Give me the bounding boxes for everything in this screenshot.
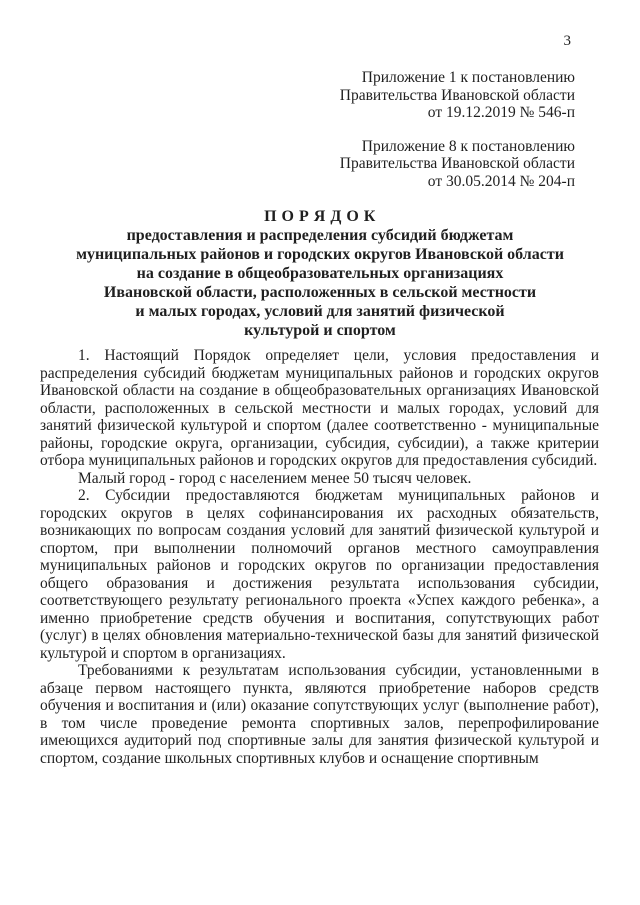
title-subtitle-line-3: на создание в общеобразовательных организациях: [136, 265, 504, 282]
appendix-2-line-2: Правительства Ивановской области: [339, 155, 575, 172]
paragraph-4: Требованиями к результатам использования субсидии, установленными в абзаце первом настоящего пункта, являются приобретение наборов средств обучения и воспитания и (или) оказание сопутствующих услуг (выполнение работ), в том числе проведение ремонта спортивных залов, перепрофилирование имеющихся аудиторий под спортивные залы для занятия физической культурой и спортом, создание школьных спортивных клубов и оснащение спортивным: [40, 662, 599, 767]
appendix-block-1: [0, 69, 640, 122]
title-subtitle-line-4: Ивановской области, расположенных в сельской местности: [103, 284, 537, 301]
title-subtitle-line-2: муниципальных районов и городских округов Ивановской области: [76, 246, 564, 263]
title-subtitle-line-6: культурой и спортом: [244, 322, 396, 339]
paragraph-1: 1. Настоящий Порядок определяет цели, условия предоставления и распределения субсидий бюджетам муниципальных районов и городских округов Ивановской области на создание в общеобразовательных организациях Ивановской области, расположенных в сельской местности и малых городах, условий для занятий физической культурой и спортом (далее соответственно - муниципальные районы, городские округа, организации, субсидия, субсидии), а также критерии отбора муниципальных районов и городских округов для предоставления субсидий.: [40, 347, 599, 469]
appendix-2-line-3: от 30.05.2014 № 204-п: [427, 172, 575, 190]
document-body: [0, 347, 640, 767]
title-subtitle-line-1: предоставления и распределения субсидий бюджетам: [126, 227, 514, 244]
appendix-1-line-3: от 19.12.2019 № 546-п: [427, 104, 575, 121]
paragraph-2: Малый город - город с населением менее 50 тысяч человек.: [78, 469, 472, 487]
appendix-1-line-2: Правительства Ивановской области: [339, 86, 575, 104]
page-number: 3: [563, 33, 571, 49]
appendix-block-2: [0, 138, 640, 191]
title-subtitle-line-5: и малых городах, условий для занятий физической: [135, 303, 505, 320]
appendix-1-line-1: Приложение 1 к постановлению: [361, 69, 575, 86]
document-title-block: [0, 207, 640, 340]
document-heading: П О Р Я Д О К: [264, 208, 376, 225]
paragraph-3: 2. Субсидии предоставляются бюджетам муниципальных районов и городских округов в целях софинансирования их расходных обязательств, возникающих по вопросам создания условий для занятий физической культурой и спортом, при выполнении полномочий органов местного самоуправления муниципальных районов и городских округов по организации предоставления общего образования и достижения результата использования субсидии, соответствующего результату регионального проекта «Успех каждого ребенка», а именно приобретение средств обучения и воспитания, сопутствующих работ (услуг) в целях обновления материально-технической базы для занятий физической культурой и спортом в организациях.: [40, 487, 599, 662]
appendix-2-line-1: Приложение 8 к постановлению: [361, 137, 575, 155]
